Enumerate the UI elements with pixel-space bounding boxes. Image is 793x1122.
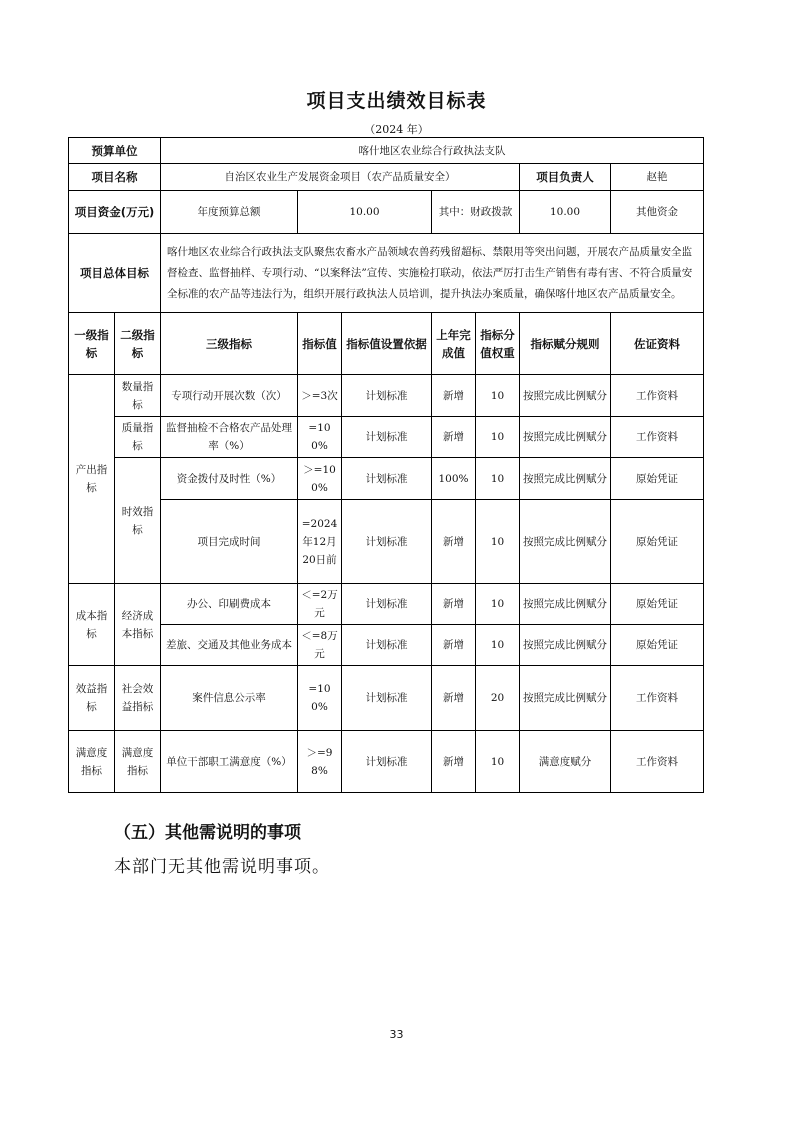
table-row-evidence: 原始凭证	[611, 500, 704, 584]
table-row-prev: 新增	[432, 375, 476, 417]
table-row-rule: 按照完成比例赋分	[520, 584, 611, 625]
header-level1: 一级指标	[69, 313, 115, 375]
table-row-rule: 按照完成比例赋分	[520, 458, 611, 500]
table-row-weight: 10	[476, 500, 520, 584]
table-row-basis: 计划标准	[342, 375, 432, 417]
group-benefit: 效益指标	[69, 666, 115, 731]
subgroup-satisfaction: 满意度指标	[115, 731, 161, 793]
table-row-weight: 10	[476, 458, 520, 500]
overall-goal-label: 项目总体目标	[69, 234, 161, 313]
subgroup-economic-cost: 经济成本指标	[115, 584, 161, 666]
table-row-rule: 按照完成比例赋分	[520, 500, 611, 584]
annual-budget-value: 10.00	[298, 191, 432, 234]
project-name-label: 项目名称	[69, 164, 161, 191]
project-name-value: 自治区农业生产发展资金项目（农产品质量安全）	[161, 164, 520, 191]
fiscal-allocation-label: 其中：财政拨款	[432, 191, 520, 234]
table-row-basis: 计划标准	[342, 731, 432, 793]
group-satisfaction: 满意度指标	[69, 731, 115, 793]
table-row-l3: 办公、印刷费成本	[161, 584, 298, 625]
table-row-prev: 新增	[432, 500, 476, 584]
table-row-rule: 按照完成比例赋分	[520, 625, 611, 666]
table-row-weight: 10	[476, 375, 520, 417]
table-row-value: ＜=8万元	[298, 625, 342, 666]
project-funds-label: 项目资金(万元)	[69, 191, 161, 234]
fiscal-allocation-value: 10.00	[520, 191, 611, 234]
table-row-prev: 新增	[432, 584, 476, 625]
table-row-value: =100%	[298, 666, 342, 731]
header-prev: 上年完成值	[432, 313, 476, 375]
project-leader-label: 项目负责人	[520, 164, 611, 191]
header-rule: 指标赋分规则	[520, 313, 611, 375]
other-funds-label: 其他资金	[611, 191, 704, 234]
table-row-rule: 按照完成比例赋分	[520, 417, 611, 458]
subgroup-social-benefit: 社会效益指标	[115, 666, 161, 731]
header-value: 指标值	[298, 313, 342, 375]
header-basis: 指标值设置依据	[342, 313, 432, 375]
page-number: 33	[389, 1028, 404, 1041]
table-row-l3: 专项行动开展次数（次）	[161, 375, 298, 417]
table-row-l3: 监督抽检不合格农产品处理率（%）	[161, 417, 298, 458]
table-year: （2024 年）	[364, 123, 429, 136]
project-leader-value: 赵艳	[611, 164, 704, 191]
table-row-weight: 10	[476, 731, 520, 793]
table-row-weight: 10	[476, 625, 520, 666]
header-level2: 二级指标	[115, 313, 161, 375]
table-row-l3: 单位干部职工满意度（%）	[161, 731, 298, 793]
table-row-basis: 计划标准	[342, 584, 432, 625]
performance-table	[68, 137, 704, 793]
table-row-weight: 10	[476, 584, 520, 625]
table-row-l3: 案件信息公示率	[161, 666, 298, 731]
table-row-basis: 计划标准	[342, 500, 432, 584]
table-row-rule: 按照完成比例赋分	[520, 375, 611, 417]
group-cost: 成本指标	[69, 584, 115, 666]
table-row-prev: 100%	[432, 458, 476, 500]
table-row-basis: 计划标准	[342, 666, 432, 731]
table-row-l3: 差旅、交通及其他业务成本	[161, 625, 298, 666]
table-row-prev: 新增	[432, 666, 476, 731]
section-title: （五）其他需说明的事项	[114, 823, 301, 843]
page-title: 项目支出绩效目标表	[306, 90, 487, 112]
table-row-prev: 新增	[432, 625, 476, 666]
table-row-value: ＞=100%	[298, 458, 342, 500]
subgroup-quantity: 数量指标	[115, 375, 161, 417]
table-row-value: ＜=2万元	[298, 584, 342, 625]
header-evidence: 佐证资料	[611, 313, 704, 375]
table-row-evidence: 工作资料	[611, 375, 704, 417]
table-row-evidence: 原始凭证	[611, 584, 704, 625]
budget-unit-value: 喀什地区农业综合行政执法支队	[161, 138, 704, 164]
subgroup-quality: 质量指标	[115, 417, 161, 458]
table-row-evidence: 工作资料	[611, 731, 704, 793]
table-row-weight: 20	[476, 666, 520, 731]
table-row-evidence: 原始凭证	[611, 458, 704, 500]
table-row-prev: 新增	[432, 731, 476, 793]
table-row-l3: 资金拨付及时性（%）	[161, 458, 298, 500]
table-row-l3: 项目完成时间	[161, 500, 298, 584]
table-row-basis: 计划标准	[342, 625, 432, 666]
table-row-evidence: 工作资料	[611, 666, 704, 731]
section-body: 本部门无其他需说明事项。	[114, 857, 330, 877]
table-row-evidence: 原始凭证	[611, 625, 704, 666]
group-output: 产出指标	[69, 375, 115, 584]
budget-unit-label: 预算单位	[69, 138, 161, 164]
annual-budget-label: 年度预算总额	[161, 191, 298, 234]
table-row-weight: 10	[476, 417, 520, 458]
table-row-prev: 新增	[432, 417, 476, 458]
table-row-rule: 满意度赋分	[520, 731, 611, 793]
table-row-basis: 计划标准	[342, 417, 432, 458]
overall-goal-text: 喀什地区农业综合行政执法支队聚焦农畜水产品领域农兽药残留超标、禁限用等突出问题，开展农产品质量安全监督检查、监督抽样、专项行动、“以案释法”宣传、实施检打联动，依法严厉打击生产销售有毒有害、不符合质量安全标准的农产品等违法行为，组织开展行政执法人员培训，提升执法办案质量，确保喀什地区农产品质量安全。	[161, 234, 704, 313]
subgroup-timeliness: 时效指标	[115, 458, 161, 584]
table-row-value: ＞=98%	[298, 731, 342, 793]
header-level3: 三级指标	[161, 313, 298, 375]
table-row-evidence: 工作资料	[611, 417, 704, 458]
table-row-value: =2024年12月20日前	[298, 500, 342, 584]
header-weight: 指标分值权重	[476, 313, 520, 375]
table-row-basis: 计划标准	[342, 458, 432, 500]
table-row-value: =100%	[298, 417, 342, 458]
table-row-rule: 按照完成比例赋分	[520, 666, 611, 731]
table-row-value: ＞=3次	[298, 375, 342, 417]
